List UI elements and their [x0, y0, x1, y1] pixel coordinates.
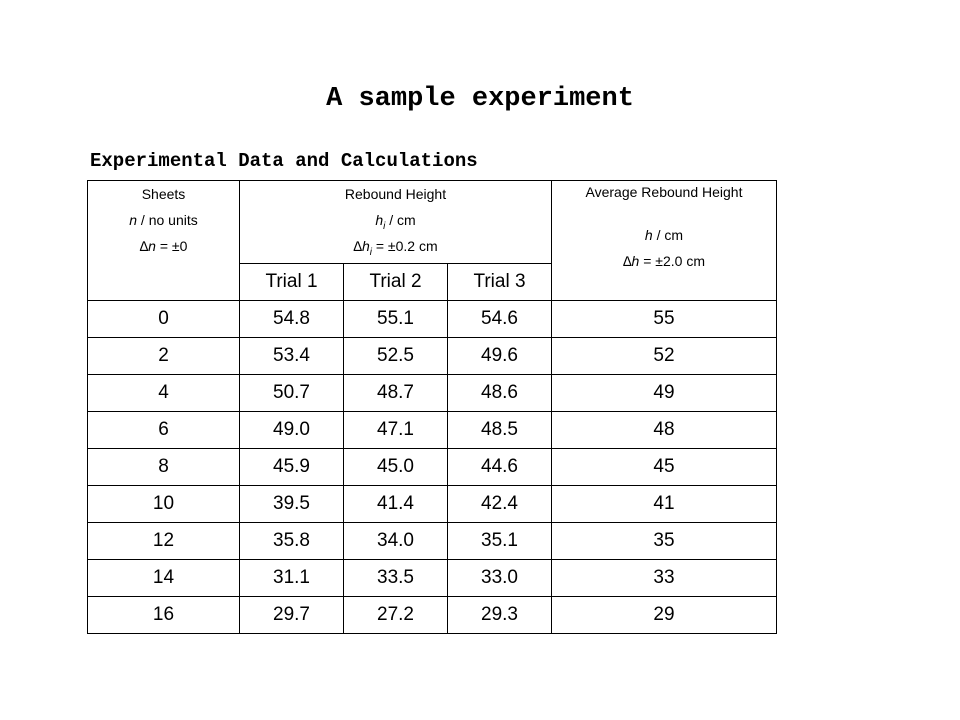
- cell-sheets: 12: [88, 523, 240, 560]
- cell-trial-3: 44.6: [448, 449, 552, 486]
- header-rebound-unit: $h_i$ / cm: [375, 212, 416, 232]
- table-row: [88, 523, 777, 560]
- header-sheets-uncertainty: ∆n = ±0: [139, 238, 188, 254]
- cell-trial-1: 35.8: [240, 523, 344, 560]
- table-row: [88, 449, 777, 486]
- header-sheets-unit: n / no units: [129, 212, 198, 228]
- table-row: [88, 375, 777, 412]
- cell-trial-3: 33.0: [448, 560, 552, 597]
- slide-title: A sample experiment: [326, 84, 634, 114]
- cell-sheets: 0: [88, 301, 240, 338]
- cell-sheets: 8: [88, 449, 240, 486]
- table-row: [88, 560, 777, 597]
- cell-average: 48: [552, 412, 777, 449]
- cell-sheets: 2: [88, 338, 240, 375]
- header-rebound: [240, 181, 552, 264]
- cell-trial-2: 33.5: [344, 560, 448, 597]
- section-title: Experimental Data and Calculations: [90, 150, 478, 172]
- cell-trial-1: 53.4: [240, 338, 344, 375]
- header-row: [88, 181, 777, 264]
- cell-trial-2: 55.1: [344, 301, 448, 338]
- cell-sheets: 14: [88, 560, 240, 597]
- cell-trial-3: 29.3: [448, 597, 552, 634]
- cell-trial-1: 31.1: [240, 560, 344, 597]
- cell-trial-1: 54.8: [240, 301, 344, 338]
- cell-sheets: 16: [88, 597, 240, 634]
- cell-trial-3: 54.6: [448, 301, 552, 338]
- table-row: [88, 338, 777, 375]
- cell-average: 52: [552, 338, 777, 375]
- cell-average: 33: [552, 560, 777, 597]
- cell-average: 55: [552, 301, 777, 338]
- cell-trial-2: 47.1: [344, 412, 448, 449]
- cell-trial-1: 49.0: [240, 412, 344, 449]
- cell-sheets: 4: [88, 375, 240, 412]
- table-row: [88, 486, 777, 523]
- cell-average: 49: [552, 375, 777, 412]
- header-rebound-uncertainty: $\Delta h_i = \pm 0.2$ cm: [353, 238, 438, 258]
- cell-trial-1: 29.7: [240, 597, 344, 634]
- header-sheets-title: Sheets: [141, 186, 186, 202]
- header-trial-2: Trial 2: [344, 264, 448, 301]
- cell-trial-3: 48.6: [448, 375, 552, 412]
- header-average-title: Average Rebound Height: [585, 184, 743, 200]
- table-row: [88, 301, 777, 338]
- header-sheets: [88, 181, 240, 301]
- cell-average: 41: [552, 486, 777, 523]
- cell-trial-2: 52.5: [344, 338, 448, 375]
- cell-sheets: 10: [88, 486, 240, 523]
- cell-trial-3: 48.5: [448, 412, 552, 449]
- header-average-uncertainty: ∆h = ±2.0 cm: [622, 253, 705, 269]
- cell-trial-3: 35.1: [448, 523, 552, 560]
- cell-trial-2: 34.0: [344, 523, 448, 560]
- header-trial-3: Trial 3: [448, 264, 552, 301]
- cell-trial-3: 42.4: [448, 486, 552, 523]
- header-average-unit: h / cm: [644, 227, 684, 243]
- cell-average: 29: [552, 597, 777, 634]
- header-trial-1: Trial 1: [240, 264, 344, 301]
- header-average: [552, 181, 777, 301]
- cell-average: 45: [552, 449, 777, 486]
- table-row: [88, 597, 777, 634]
- cell-trial-2: 45.0: [344, 449, 448, 486]
- cell-average: 35: [552, 523, 777, 560]
- cell-trial-3: 49.6: [448, 338, 552, 375]
- cell-trial-2: 27.2: [344, 597, 448, 634]
- table-row: [88, 412, 777, 449]
- cell-trial-2: 41.4: [344, 486, 448, 523]
- cell-trial-1: 45.9: [240, 449, 344, 486]
- cell-trial-1: 50.7: [240, 375, 344, 412]
- header-rebound-title: Rebound Height: [344, 186, 447, 202]
- cell-trial-2: 48.7: [344, 375, 448, 412]
- cell-trial-1: 39.5: [240, 486, 344, 523]
- data-table: [87, 180, 777, 634]
- cell-sheets: 6: [88, 412, 240, 449]
